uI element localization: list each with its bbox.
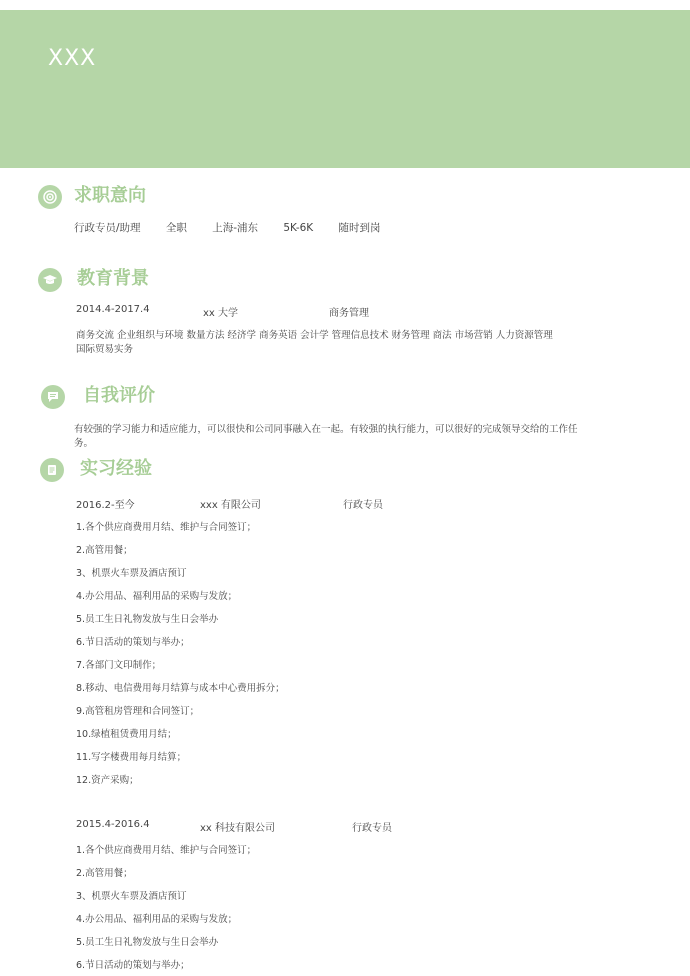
job1-position: 行政专员	[343, 500, 383, 511]
education-period: 2014.4-2017.4	[76, 304, 150, 315]
job-intention-type: 全职	[165, 222, 187, 234]
job2-period: 2015.4-2016.4	[76, 819, 150, 830]
graduation-cap-icon	[38, 268, 62, 292]
job-intention-availability: 随时到岗	[338, 222, 381, 234]
education-major: 商务管理	[329, 308, 369, 319]
job2-duty-item: 6.节日活动的策划与举办；	[76, 960, 190, 971]
speech-bubble-icon	[41, 385, 65, 409]
education-courses-line1: 商务交流 企业组织与环境 数量方法 经济学 商务英语 会计学 管理信息技术 财务管理 商法 市场营销 人力资源管理	[76, 330, 553, 341]
job1-duty-item: 10.绿植租赁费用月结；	[76, 729, 177, 740]
job1-duty-item: 2.高管用餐；	[76, 545, 133, 556]
job1-duty-item: 9.高管租房管理和合同签订；	[76, 706, 200, 717]
job2-duty-item: 5.员工生日礼物发放与生日会举办	[76, 937, 219, 948]
job1-period: 2016.2-至今	[76, 500, 135, 511]
job2-duty-item: 3、机票火车票及酒店预订	[76, 891, 187, 902]
job1-duty-item: 3、机票火车票及酒店预订	[76, 568, 187, 579]
section-title-education: 教育背景	[77, 268, 149, 289]
self-evaluation-line1: 有较强的学习能力和适应能力，可以很快和公司同事融入在一起。有较强的执行能力，可以很好的完成领导交给的工作任	[74, 424, 578, 435]
job1-duty-item: 7.各部门文印制作；	[76, 660, 162, 671]
header-banner	[0, 10, 690, 168]
self-evaluation-line2: 务。	[74, 438, 94, 449]
job-intention-items	[74, 220, 403, 235]
education-courses-line2: 国际贸易实务	[76, 344, 134, 355]
job2-position: 行政专员	[352, 823, 392, 834]
job1-duty-item: 1.各个供应商费用月结、维护与合同签订；	[76, 522, 257, 533]
candidate-name: XXX	[48, 46, 97, 71]
education-school: xx 大学	[203, 308, 239, 319]
job1-duty-item: 6.节日活动的策划与举办；	[76, 637, 190, 648]
job1-duty-item: 5.员工生日礼物发放与生日会举办	[76, 614, 219, 625]
job1-duty-item: 11.写字楼费用每月结算；	[76, 752, 187, 763]
document-icon	[40, 458, 64, 482]
section-title-internship: 实习经验	[80, 458, 152, 479]
section-title-job-intention: 求职意向	[74, 185, 146, 206]
job-intention-location: 上海-浦东	[212, 222, 259, 234]
job2-company: xx 科技有限公司	[200, 823, 276, 834]
job2-duty-item: 4.办公用品、福利用品的采购与发放；	[76, 914, 238, 925]
target-icon	[38, 185, 62, 209]
job1-duty-item: 4.办公用品、福利用品的采购与发放；	[76, 591, 238, 602]
job2-duty-item: 1.各个供应商费用月结、维护与合同签订；	[76, 845, 257, 856]
job1-company: xxx 有限公司	[200, 500, 261, 511]
job1-duty-item: 12.资产采购；	[76, 775, 139, 786]
job2-duty-item: 2.高管用餐；	[76, 868, 133, 879]
job1-duty-item: 8.移动、电信费用每月结算与成本中心费用拆分；	[76, 683, 285, 694]
section-title-self-evaluation: 自我评价	[83, 385, 155, 406]
job-intention-position: 行政专员/助理	[74, 222, 141, 234]
job-intention-salary: 5K-6K	[283, 222, 314, 234]
